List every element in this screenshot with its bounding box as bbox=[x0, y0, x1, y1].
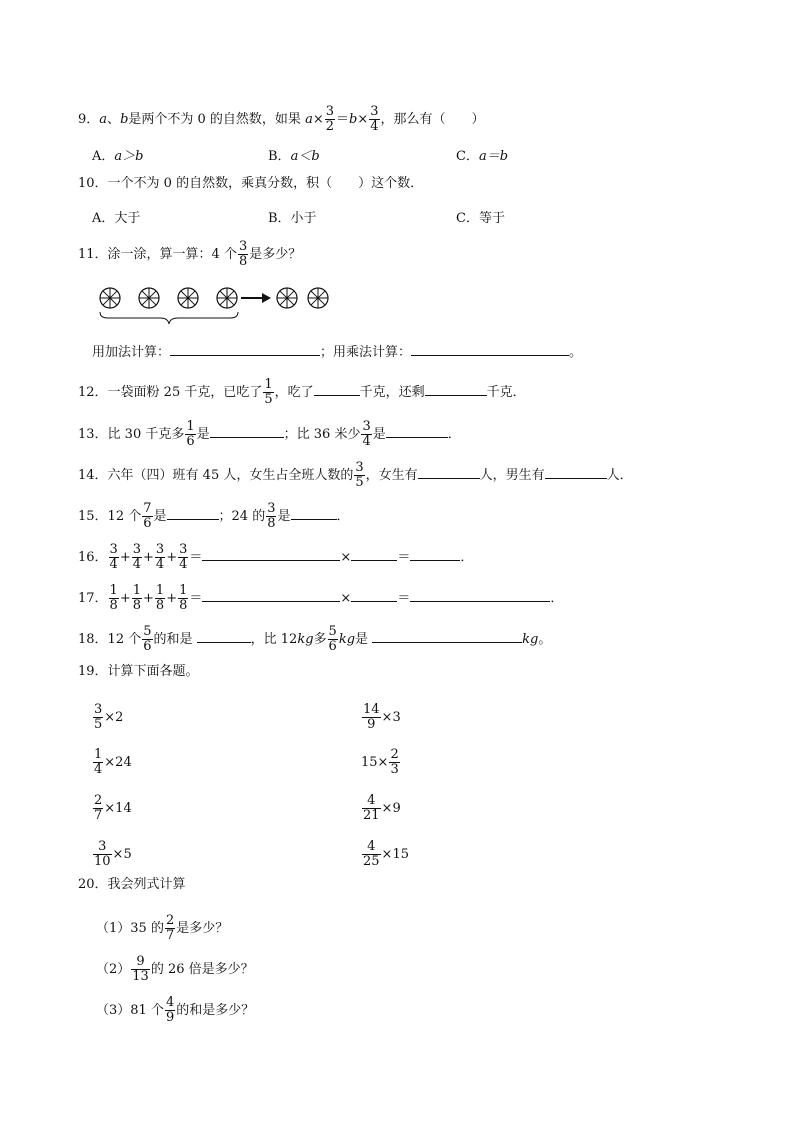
question-13: 13．比 30 千克多 $\frac{1}{6}$ 是 ；比 36 米少 $\frac{3}{4}$ 是 ． bbox=[78, 419, 461, 449]
blank[interactable] bbox=[202, 548, 340, 561]
q9-option-c[interactable]: C．a＝b bbox=[456, 149, 509, 164]
fraction: $\frac{3}{4}$ bbox=[109, 542, 118, 572]
q20-sub-1: （1）35 的 $\frac{2}{7}$ 是多少？ bbox=[96, 913, 229, 943]
blank[interactable] bbox=[425, 383, 487, 396]
fraction: $\frac{3}{4}$ bbox=[132, 542, 142, 572]
fraction: $\frac{3}{4}$ bbox=[362, 419, 371, 449]
blank[interactable] bbox=[314, 383, 360, 396]
wheel-circle bbox=[277, 288, 297, 308]
arrow-icon bbox=[241, 293, 271, 303]
question-10: 10．一个不为 0 的自然数，乘真分数，积（ ）这个数． bbox=[78, 176, 424, 191]
fraction: $\frac{1}{6}$ bbox=[186, 419, 195, 449]
equals-sign: ＝ bbox=[336, 112, 350, 127]
q9-option-b[interactable]: B．a＜b bbox=[268, 149, 320, 164]
q20-sub-3: （3）81 个 $\frac{4}{9}$ 的和是多少？ bbox=[96, 995, 255, 1025]
wheel-circle bbox=[178, 288, 198, 308]
fraction: $\frac{5}{6}$ bbox=[143, 624, 152, 654]
fraction: $\frac{1}{8}$ bbox=[109, 583, 118, 613]
q20-sub-2: （2） $\frac{9}{13}$ 的 26 倍是多少？ bbox=[96, 954, 254, 984]
fraction: $\frac{1}{8}$ bbox=[132, 583, 142, 613]
blank[interactable] bbox=[372, 630, 522, 643]
fraction: $\frac{1}{8}$ bbox=[155, 583, 165, 613]
calc-item: 15× $\frac{2}{3}$ bbox=[361, 747, 399, 777]
fraction: $\frac{7}{6}$ bbox=[143, 501, 152, 531]
q10-option-a[interactable]: A．大于 bbox=[92, 211, 141, 226]
question-17: 17． $\frac{1}{8}$ + $\frac{1}{8}$ + $\frac{1}{8}$ + $\frac{1}{8}$ ＝ × ＝ ． bbox=[78, 583, 564, 613]
fraction: $\frac{1}{5}$ bbox=[264, 377, 273, 407]
blank[interactable] bbox=[418, 466, 480, 479]
calc-item: $\frac{2}{7}$ ×14 bbox=[94, 793, 132, 823]
wheel-diagram bbox=[96, 284, 356, 326]
question-14: 14．六年（四）班有 45 人，女生占全班人数的 $\frac{3}{5}$ ，女生有 人，男生有 人． bbox=[78, 460, 633, 490]
blank[interactable] bbox=[167, 507, 219, 520]
q10-option-b[interactable]: B．小于 bbox=[268, 211, 317, 226]
q9-text-2: 是两个不为 0 的自然数，如果 bbox=[128, 112, 306, 127]
calc-item: $\frac{1}{4}$ ×24 bbox=[94, 747, 132, 777]
blank[interactable] bbox=[210, 425, 284, 438]
var-b: b bbox=[349, 112, 358, 127]
question-11: 11．涂一涂，算一算：4 个 $\frac{3}{8}$ 是多少？ bbox=[78, 239, 302, 269]
times-sign: × bbox=[312, 112, 324, 127]
q9-number: 9． bbox=[78, 112, 100, 127]
blank[interactable] bbox=[351, 589, 397, 602]
calc-item: $\frac{4}{21}$ ×9 bbox=[363, 793, 401, 823]
wheel-circle bbox=[217, 288, 237, 308]
var-a: a bbox=[99, 112, 108, 127]
fraction: $\frac{3}{4}$ bbox=[155, 542, 165, 572]
question-20-title: 20．我会列式计算 bbox=[78, 877, 186, 892]
blank[interactable] bbox=[386, 425, 448, 438]
blank[interactable] bbox=[351, 548, 397, 561]
q9-text: 、 bbox=[107, 112, 121, 127]
blank[interactable] bbox=[197, 630, 251, 643]
question-12: 12．一袋面粉 25 千克，已吃了 $\frac{1}{5}$ ，吃了 千克，还剩 千克． bbox=[78, 377, 526, 407]
question-9 bbox=[78, 105, 485, 134]
blank[interactable] bbox=[410, 589, 550, 602]
blank[interactable] bbox=[170, 343, 320, 356]
question-16: 16． $\frac{3}{4}$ + $\frac{3}{4}$ + $\frac{3}{4}$ + $\frac{3}{4}$ ＝ × ＝ ． bbox=[78, 542, 474, 572]
fraction: $\frac{1}{8}$ bbox=[179, 583, 188, 613]
blank[interactable] bbox=[411, 343, 569, 356]
question-19-title: 19．计算下面各题。 bbox=[78, 664, 199, 679]
question-18: 18．12 个 $\frac{5}{6}$ 的和是 ，比 12kg多 $\frac{5}{6}$ kg是 kg。 bbox=[78, 624, 552, 654]
fraction: $\frac{3}{4}$ bbox=[179, 542, 188, 572]
fraction: $\frac{3}{2}$ bbox=[325, 104, 335, 134]
blank[interactable] bbox=[202, 589, 340, 602]
calc-item: $\frac{14}{9}$ ×3 bbox=[363, 702, 401, 732]
calc-item: $\frac{3}{5}$ ×2 bbox=[94, 702, 124, 732]
question-15: 15．12 个 $\frac{7}{6}$ 是 ；24 的 $\frac{3}{8}$ 是 ． bbox=[78, 501, 350, 531]
times-sign: × bbox=[357, 112, 369, 127]
fraction: $\frac{3}{8}$ bbox=[267, 501, 276, 531]
blank[interactable] bbox=[410, 548, 460, 561]
var-a: a bbox=[305, 112, 313, 127]
wheel-circle bbox=[100, 288, 120, 308]
calc-item: $\frac{3}{10}$ ×5 bbox=[94, 839, 132, 869]
blank[interactable] bbox=[291, 507, 337, 520]
fraction: $\frac{3}{5}$ bbox=[355, 460, 364, 490]
calc-item: $\frac{4}{25}$ ×15 bbox=[363, 839, 409, 869]
wheel-circle bbox=[308, 288, 328, 308]
brace bbox=[100, 312, 238, 324]
fraction: $\frac{3}{4}$ bbox=[370, 104, 379, 134]
q10-option-c[interactable]: C．等于 bbox=[456, 211, 505, 226]
blank[interactable] bbox=[545, 466, 607, 479]
q9-option-a[interactable]: A．a＞b bbox=[92, 149, 144, 164]
q9-tail: ，那么有（ ） bbox=[380, 112, 485, 127]
var-b: b bbox=[120, 112, 129, 127]
fraction: $\frac{5}{6}$ bbox=[328, 624, 337, 654]
q11-answer-line: 用加法计算： ；用乘法计算： 。 bbox=[92, 345, 583, 360]
wheel-circle bbox=[139, 288, 159, 308]
fraction: $\frac{3}{8}$ bbox=[238, 239, 248, 269]
